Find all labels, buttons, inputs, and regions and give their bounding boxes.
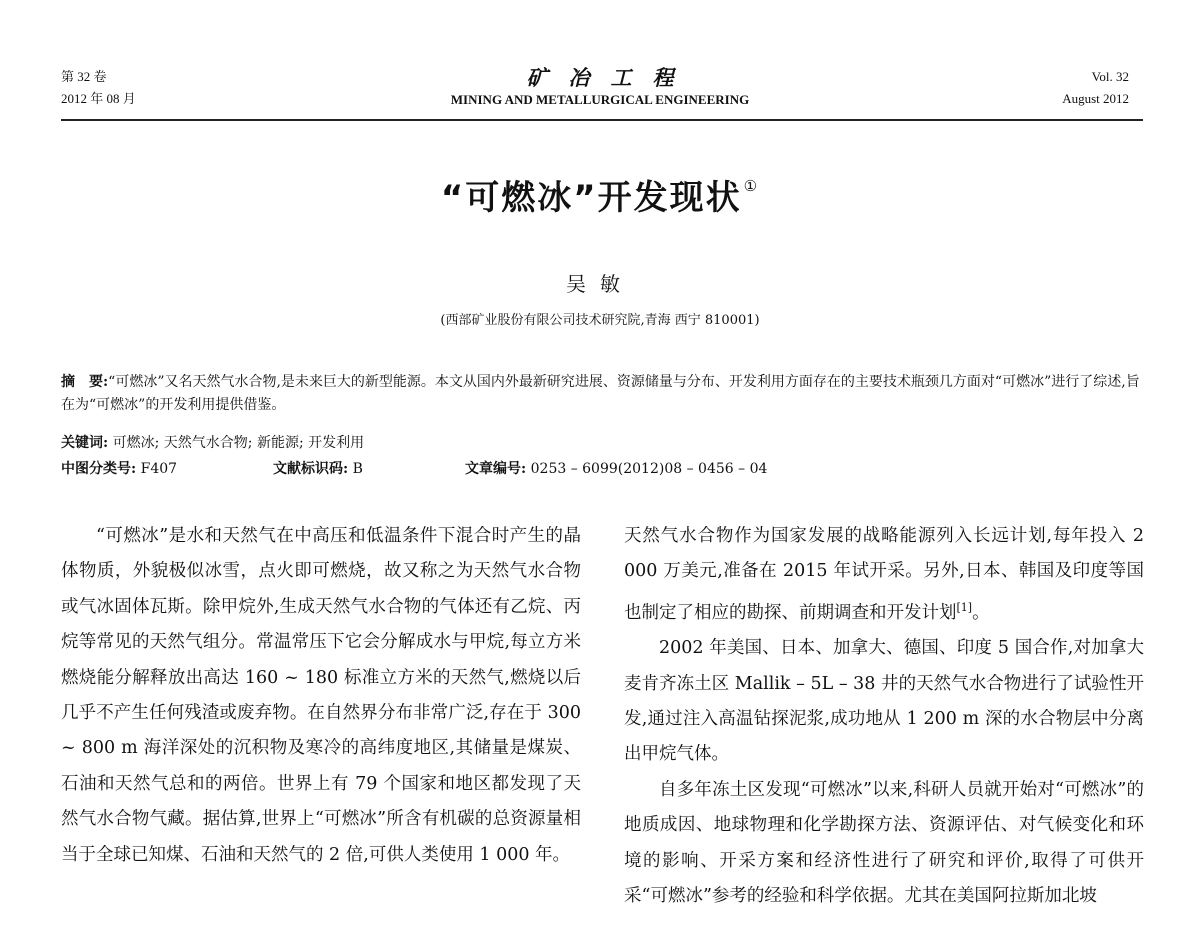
keywords-text: 可燃冰; 天然气水合物; 新能源; 开发利用 bbox=[112, 435, 365, 451]
title-text: “可燃冰”开发现状 bbox=[440, 178, 742, 218]
article-title bbox=[0, 170, 1200, 219]
keywords bbox=[61, 432, 1143, 455]
body-paragraph: 自多年冻土区发现“可燃冰”以来,科研人员就开始对“可燃冰”的地质成因、地球物理和化学勘探方法、资源评估、对气候变化和环境的影响、开采方案和经济性进行了研究和评价,取得了可供开采“可燃冰”参考的经验和科学依据。尤其在美国阿拉斯加北坡 bbox=[624, 779, 1144, 907]
continued-text-end: 。 bbox=[972, 602, 990, 623]
abstract-label: 摘 要: bbox=[61, 374, 109, 390]
classification-line bbox=[61, 458, 1143, 481]
header-volume: 第 32 卷 bbox=[61, 69, 107, 84]
body-paragraph: “可燃冰”是水和天然气在中高压和低温条件下混合时产生的晶体物质，外貌极似冰雪，点火即可燃烧，故又称之为天然气水合物或气冰固体瓦斯。除甲烷外,生成天然气水合物的气体还有乙烷、丙烷等常见的天然气组分。常温常压下它会分解成水与甲烷,每立方米燃烧能分解释放出高达 160 ~ 180 标准立方米的天然气,燃烧以后几乎不产生任何残渣或废弃物。在自然界分布非常广泛,存在于 300 ~ 800 m 海洋深处的沉积物及寒冷的高纬度地区,其储量是煤炭、石油和天然气总和的两倍。世界上有 79 个国家和地区都发现了天然气水合物气藏。据估算,世界上“可燃冰”所含有机碳的总资源量相当于全球已知煤、石油和天然气的 2 倍,可供人类使用 1 000 年。 bbox=[61, 526, 581, 865]
citation-ref: [1] bbox=[956, 600, 973, 614]
continued-text: 天然气水合物作为国家发展的战略能源列入长远计划,每年投入 2 000 万美元,准备在 2015 年试开采。另外,日本、韩国及印度等国也制定了相应的勘探、前期调查和开发计划 bbox=[624, 526, 1144, 623]
header-issue-date: 2012 年 08 月 bbox=[61, 91, 136, 106]
header-date-en: August 2012 bbox=[1062, 91, 1129, 106]
abstract-text: “可燃冰”又名天然气水合物,是未来巨大的新型能源。本文从国内外最新研究进展、资源储量与分布、开发利用方面存在的主要技术瓶颈几方面对“可燃冰”进行了综述,旨在为“可燃冰”的开发利用提供借鉴。 bbox=[61, 374, 1140, 413]
doc-code-value: B bbox=[352, 461, 363, 477]
journal-title-en: MINING AND METALLURGICAL ENGINEERING bbox=[450, 92, 750, 107]
author-name: 吴敏 bbox=[566, 272, 634, 296]
title-footnote-mark: ① bbox=[743, 177, 760, 195]
header-vol-en: Vol. 32 bbox=[1091, 69, 1129, 84]
journal-title-cn: 矿 冶 工 程 bbox=[526, 65, 674, 90]
clc-value: F407 bbox=[140, 461, 178, 477]
author-affiliation: (西部矿业股份有限公司技术研究院,青海 西宁 810001) bbox=[440, 313, 760, 328]
body-column-left bbox=[61, 519, 581, 873]
keywords-label: 关键词: bbox=[61, 435, 109, 451]
clc-label: 中图分类号: bbox=[61, 461, 137, 477]
article-number-label: 文章编号: bbox=[465, 461, 527, 477]
abstract bbox=[61, 371, 1143, 417]
doc-code-label: 文献标识码: bbox=[273, 461, 349, 477]
body-column-right bbox=[624, 519, 1144, 914]
body-paragraph: 2002 年美国、日本、加拿大、德国、印度 5 国合作,对加拿大麦肯齐冻土区 Mallik – 5L – 38 井的天然气水合物进行了试验性开发,通过注入高温钻探泥浆,成功地从 1 200 m 深的水合物层中分离出甲烷气体。 bbox=[624, 638, 1144, 765]
header-rule bbox=[61, 119, 1143, 121]
body-paragraph-continued bbox=[624, 519, 1144, 631]
article-number-value: 0253 – 6099(2012)08 – 0456 – 04 bbox=[530, 461, 768, 477]
